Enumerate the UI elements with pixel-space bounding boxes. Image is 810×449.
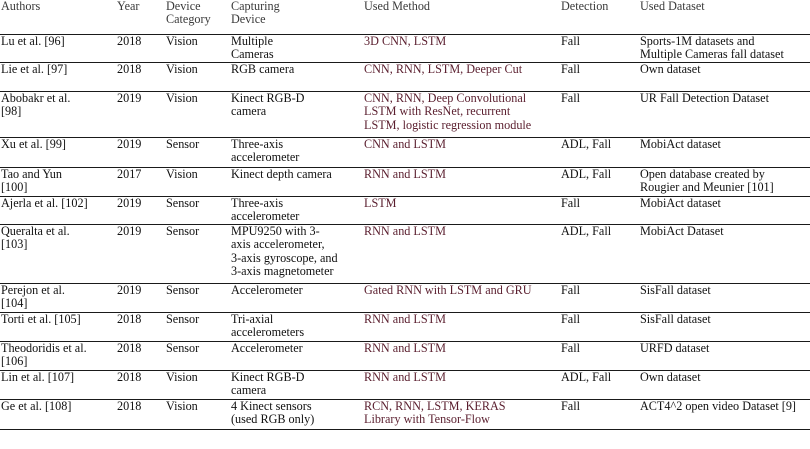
detection-text: Fall [561,91,580,105]
used-method-text: CNN, RNN, LSTM, Deeper Cut [364,62,523,76]
used-dataset-text: ACT4^2 open video Dataset [9] [640,399,796,413]
column-header-text: Device [231,12,266,27]
cell-device-category [165,35,230,63]
table-row [0,342,810,371]
capturing-device-text: 4 Kinect sensors [231,399,312,413]
column-header-text: Authors [1,0,41,13]
cell-detection [560,342,639,371]
cell-device-category [165,225,230,284]
authors-text: Theodoridis et al. [1,341,87,355]
cell-used-method [363,92,560,138]
authors-text: Xu et al. [99] [1,137,66,151]
cell-year [116,92,165,138]
table-row [0,168,810,197]
cell-used-dataset [639,225,810,284]
table-row [0,138,810,168]
detection-text: ADL, Fall [561,167,612,181]
cell-year [116,400,165,430]
authors-text: [103] [1,237,28,252]
header-row [0,0,810,35]
capturing-device-text: Three-axis [231,196,284,210]
used-dataset-text: Multiple Cameras fall dataset [640,47,784,62]
column-header-text: Detection [561,0,609,13]
authors-text: Ge et al. [108] [1,399,72,413]
used-dataset-text: Sports-1M datasets and [640,34,755,48]
cell-used-dataset [639,371,810,400]
cell-authors [0,371,116,400]
cell-year [116,313,165,342]
table-row [0,92,810,138]
column-header-authors [0,0,116,35]
cell-used-method [363,225,560,284]
cell-detection [560,371,639,400]
year-text: 2018 [117,312,142,326]
capturing-device-text: accelerometer [231,150,300,165]
authors-text: Abobakr et al. [1,91,71,105]
device-category-text: Sensor [166,224,200,238]
year-text: 2018 [117,341,142,355]
cell-year [116,35,165,63]
detection-text: ADL, Fall [561,224,612,238]
table-row [0,313,810,342]
cell-used-dataset [639,138,810,168]
cell-capturing-device [230,168,363,197]
cell-year [116,168,165,197]
cell-used-dataset [639,92,810,138]
device-category-text: Sensor [166,196,200,210]
used-dataset-text: MobiAct dataset [640,137,721,151]
column-header-device-category [165,0,230,35]
cell-used-method [363,138,560,168]
used-method-text: CNN and LSTM [364,137,446,151]
detection-text: Fall [561,283,580,297]
table-row [0,284,810,313]
column-header-year [116,0,165,35]
cell-used-method [363,400,560,430]
cell-detection [560,225,639,284]
device-category-text: Sensor [166,341,200,355]
device-category-text: Vision [166,167,198,181]
used-dataset-text: Rougier and Meunier [101] [640,180,774,195]
table-body [0,35,810,430]
cell-detection [560,138,639,168]
cell-used-dataset [639,284,810,313]
capturing-device-text: 3-axis gyroscope, and [231,250,338,265]
cell-capturing-device [230,371,363,400]
used-dataset-text: SisFall dataset [640,312,711,326]
table-row [0,400,810,430]
cell-device-category [165,342,230,371]
used-method-text: LSTM [364,196,397,210]
cell-used-method [363,63,560,92]
cell-used-dataset [639,168,810,197]
cell-authors [0,342,116,371]
capturing-device-text: 3-axis magnetometer [231,263,334,278]
cell-capturing-device [230,35,363,63]
cell-authors [0,313,116,342]
year-text: 2018 [117,370,142,384]
used-method-text: RNN and LSTM [364,224,446,238]
capturing-device-text: camera [231,104,267,119]
cell-authors [0,168,116,197]
device-category-text: Sensor [166,137,200,151]
column-header-text: Category [166,12,211,27]
cell-detection [560,35,639,63]
year-text: 2019 [117,196,142,210]
capturing-device-text: accelerometer [231,209,300,224]
capturing-device-text: camera [231,383,267,398]
year-text: 2018 [117,34,142,48]
capturing-device-text: Kinect depth camera [231,167,332,181]
detection-text: ADL, Fall [561,137,612,151]
capturing-device-text: axis accelerometer, [231,237,325,252]
used-method-text: RCN, RNN, LSTM, KERAS [364,399,506,413]
cell-authors [0,197,116,225]
authors-text: Queralta et al. [1,224,70,238]
cell-device-category [165,168,230,197]
authors-text: Lie et al. [97] [1,62,68,76]
cell-capturing-device [230,313,363,342]
cell-used-method [363,197,560,225]
table-row [0,371,810,400]
authors-text: Ajerla et al. [102] [1,196,88,210]
cell-year [116,63,165,92]
cell-device-category [165,313,230,342]
cell-used-dataset [639,35,810,63]
capturing-device-text: Tri-axial [231,312,274,326]
cell-used-dataset [639,197,810,225]
cell-capturing-device [230,138,363,168]
cell-detection [560,168,639,197]
cell-detection [560,284,639,313]
capturing-device-text: Accelerometer [231,341,303,355]
used-dataset-text: Own dataset [640,370,701,384]
used-method-text: CNN, RNN, Deep Convolutional [364,91,527,105]
cell-device-category [165,138,230,168]
cell-detection [560,313,639,342]
authors-text: Lin et al. [107] [1,370,75,384]
used-method-text: Gated RNN with LSTM and GRU [364,283,532,297]
cell-authors [0,138,116,168]
cell-detection [560,63,639,92]
device-category-text: Vision [166,34,198,48]
cell-year [116,197,165,225]
cell-device-category [165,63,230,92]
used-method-text: RNN and LSTM [364,312,446,326]
cell-year [116,342,165,371]
detection-text: Fall [561,196,580,210]
detection-text: Fall [561,312,580,326]
used-method-text: LSTM, logistic regression module [364,117,532,132]
used-dataset-text: MobiAct dataset [640,196,721,210]
cell-year [116,371,165,400]
cell-used-dataset [639,313,810,342]
used-dataset-text: MobiAct Dataset [640,224,724,238]
authors-text: Lu et al. [96] [1,34,65,48]
capturing-device-text: Accelerometer [231,283,303,297]
detection-text: Fall [561,341,580,355]
column-header-used-dataset [639,0,810,35]
used-dataset-text: URFD dataset [640,341,710,355]
authors-text: [106] [1,354,28,369]
cell-capturing-device [230,63,363,92]
cell-capturing-device [230,400,363,430]
cell-used-method [363,342,560,371]
device-category-text: Sensor [166,283,200,297]
cell-capturing-device [230,92,363,138]
used-method-text: RNN and LSTM [364,370,446,384]
cell-authors [0,63,116,92]
column-header-text: Used Method [364,0,431,13]
device-category-text: Vision [166,91,198,105]
year-text: 2018 [117,399,142,413]
cell-capturing-device [230,197,363,225]
year-text: 2019 [117,137,142,151]
column-header-used-method [363,0,560,35]
table-row [0,35,810,63]
capturing-device-text: Multiple [231,34,273,48]
cell-used-method [363,35,560,63]
cell-authors [0,35,116,63]
device-category-text: Vision [166,399,198,413]
cell-used-dataset [639,63,810,92]
cell-device-category [165,197,230,225]
detection-text: ADL, Fall [561,370,612,384]
device-category-text: Vision [166,62,198,76]
year-text: 2019 [117,224,142,238]
cell-device-category [165,284,230,313]
cell-used-method [363,371,560,400]
used-method-text: RNN and LSTM [364,341,446,355]
detection-text: Fall [561,62,580,76]
cell-year [116,284,165,313]
cell-authors [0,92,116,138]
cell-capturing-device [230,284,363,313]
used-method-text: Library with Tensor-Flow [364,412,490,427]
table-row [0,197,810,225]
cell-used-dataset [639,400,810,430]
cell-detection [560,197,639,225]
cell-authors [0,225,116,284]
used-method-text: 3D CNN, LSTM [364,34,447,48]
capturing-device-text: Kinect RGB-D [231,370,305,384]
capturing-device-text: accelerometers [231,325,305,340]
capturing-device-text: (used RGB only) [231,412,315,427]
authors-text: Torti et al. [105] [1,312,81,326]
cell-used-method [363,313,560,342]
authors-text: [104] [1,296,28,311]
cell-detection [560,400,639,430]
table-header [0,0,810,35]
cell-device-category [165,371,230,400]
capturing-device-text: Three-axis [231,137,284,151]
cell-year [116,138,165,168]
cell-capturing-device [230,342,363,371]
used-dataset-text: Own dataset [640,62,701,76]
cell-authors [0,284,116,313]
detection-text: Fall [561,34,580,48]
used-dataset-text: UR Fall Detection Dataset [640,91,769,105]
authors-text: Tao and Yun [1,167,62,181]
capturing-device-text: RGB camera [231,62,295,76]
authors-text: Perejon et al. [1,283,65,297]
column-header-text: Used Dataset [640,0,705,13]
cell-year [116,225,165,284]
used-dataset-text: SisFall dataset [640,283,711,297]
column-header-detection [560,0,639,35]
year-text: 2019 [117,283,142,297]
table-row [0,63,810,92]
year-text: 2017 [117,167,142,181]
cell-device-category [165,92,230,138]
detection-text: Fall [561,399,580,413]
column-header-capturing-device [230,0,363,35]
used-method-text: LSTM with ResNet, recurrent [364,104,511,119]
used-dataset-text: Open database created by [640,167,765,181]
cell-capturing-device [230,225,363,284]
capturing-device-text: Kinect RGB-D [231,91,305,105]
authors-text: [100] [1,180,28,195]
cell-used-method [363,284,560,313]
authors-text: [98] [1,104,22,119]
cell-used-method [363,168,560,197]
column-header-text: Capturing [231,0,280,13]
table-row [0,225,810,284]
column-header-text: Year [117,0,140,13]
column-header-text: Device [166,0,201,13]
year-text: 2018 [117,62,142,76]
capturing-device-text: MPU9250 with 3- [231,224,320,238]
cell-device-category [165,400,230,430]
cell-used-dataset [639,342,810,371]
cell-detection [560,92,639,138]
device-category-text: Vision [166,370,198,384]
used-method-text: RNN and LSTM [364,167,446,181]
capturing-device-text: Cameras [231,47,274,62]
year-text: 2019 [117,91,142,105]
device-category-text: Sensor [166,312,200,326]
cell-authors [0,400,116,430]
